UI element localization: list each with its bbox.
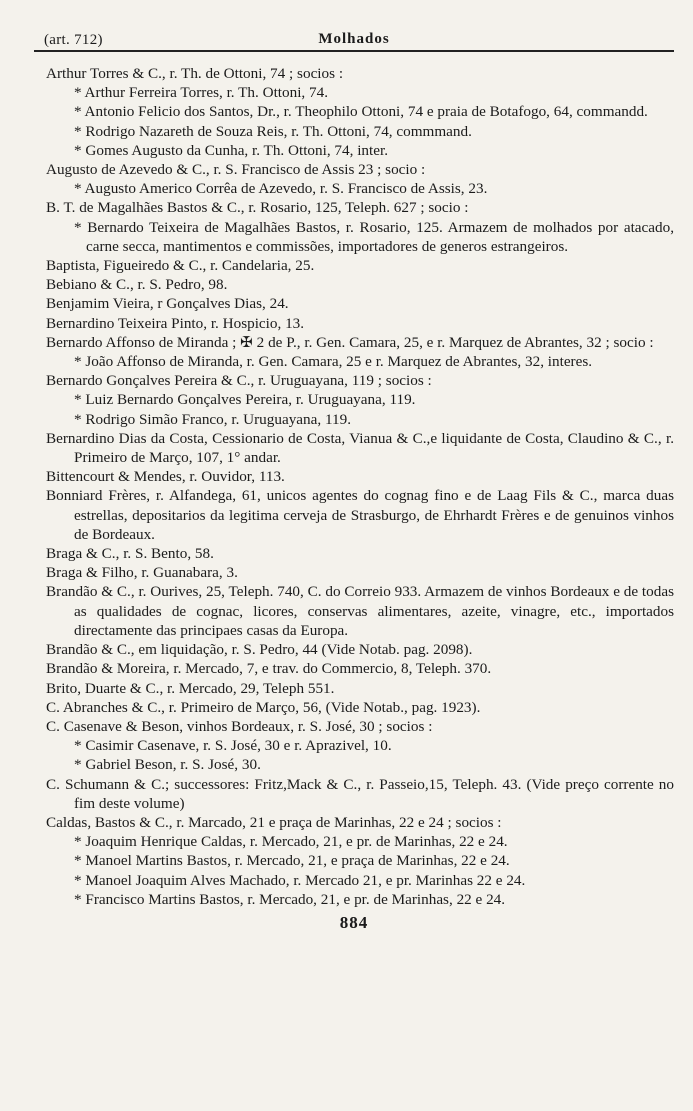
partner-line: * Antonio Felicio dos Santos, Dr., r. Theophilo Ottoni, 74 e praia de Botafogo, 64, commandd.: [74, 103, 648, 121]
article-reference: (art. 712): [44, 32, 103, 48]
firm-entry: C. Casenave & Beson, vinhos Bordeaux, r. S. José, 30 ; socios :: [46, 717, 433, 735]
firm-entry: Bebiano & C., r. S. Pedro, 98.: [46, 276, 228, 294]
firm-entry: Brandão & C., em liquidação, r. S. Pedro, 44 (Vide Notab. pag. 2098).: [46, 641, 473, 659]
partner-line: * Bernardo Teixeira de Magalhães Bastos, r. Rosario, 125. Armazem de molhados por atacado, carne secca, mantimentos e commissões, importadores de generos estrangeiros.: [74, 218, 674, 255]
partner-line: * Luiz Bernardo Gonçalves Pereira, r. Uruguayana, 119.: [74, 391, 416, 409]
partner-line: * Gabriel Beson, r. S. José, 30.: [74, 756, 261, 774]
section-title: Molhados: [318, 31, 390, 47]
partner-line: * Rodrigo Simão Franco, r. Uruguayana, 119.: [74, 410, 351, 428]
firm-entry: Bernardino Dias da Costa, Cessionario de Costa, Vianua & C.,e liquidante de Costa, Claudino & C., r. Primeiro de Março, 107, 1° andar.: [46, 429, 674, 467]
partner-line: * Augusto Americo Corrêa de Azevedo, r. S. Francisco de Assis, 23.: [74, 180, 488, 198]
partner-line: * Joaquim Henrique Caldas, r. Mercado, 21, e pr. de Marinhas, 22 e 24.: [74, 833, 508, 851]
partner-line: * João Affonso de Miranda, r. Gen. Camara, 25 e r. Marquez de Abrantes, 32, interes.: [74, 353, 593, 371]
page-header: [34, 30, 674, 52]
page-number: 884: [339, 912, 369, 932]
firm-entry: Caldas, Bastos & C., r. Marcado, 21 e praça de Marinhas, 22 e 24 ; socios :: [46, 813, 502, 831]
firm-entry: Bernardo Gonçalves Pereira & C., r. Uruguayana, 119 ; socios :: [46, 372, 432, 390]
partner-line: * Casimir Casenave, r. S. José, 30 e r. Aprazivel, 10.: [74, 737, 392, 755]
firm-entry: Baptista, Figueiredo & C., r. Candelaria, 25.: [46, 257, 315, 275]
partner-line: * Manoel Joaquim Alves Machado, r. Mercado 21, e pr. Marinhas 22 e 24.: [74, 871, 526, 889]
firm-entry: Braga & C., r. S. Bento, 58.: [46, 545, 214, 563]
firm-entry: Brito, Duarte & C., r. Mercado, 29, Teleph 551.: [46, 679, 335, 697]
partner-line: * Rodrigo Nazareth de Souza Reis, r. Th. Ottoni, 74, commmand.: [74, 122, 472, 140]
firm-entry: Benjamim Vieira, r Gonçalves Dias, 24.: [46, 295, 289, 313]
firm-entry: Brandão & Moreira, r. Mercado, 7, e trav. do Commercio, 8, Teleph. 370.: [46, 660, 492, 678]
partner-line: * Manoel Martins Bastos, r. Mercado, 21, e praça de Marinhas, 22 e 24.: [74, 852, 510, 870]
firm-entry: Bernardo Affonso de Miranda ; ✠ 2 de P., r. Gen. Camara, 25, e r. Marquez de Abrantes, 32 ; socio :: [46, 333, 654, 351]
document-page: [34, 30, 674, 933]
firm-entry: Bonniard Frères, r. Alfandega, 61, unicos agentes do cognag fino e de Laag Fils & C., marca duas estrellas, depositarios da legitima cerveja de Strasburgo, de Ehrhardt Frères e de genuinos vinhos de Bordeaux.: [46, 487, 674, 543]
partner-line: * Arthur Ferreira Torres, r. Th. Ottoni, 74.: [74, 84, 328, 102]
directory-entries: [46, 64, 674, 909]
firm-entry: Augusto de Azevedo & C., r. S. Francisco de Assis 23 ; socio :: [46, 161, 426, 179]
partner-line: * Gomes Augusto da Cunha, r. Th. Ottoni, 74, inter.: [74, 141, 389, 159]
firm-entry: Braga & Filho, r. Guanabara, 3.: [46, 564, 238, 582]
firm-entry: B. T. de Magalhães Bastos & C., r. Rosario, 125, Teleph. 627 ; socio :: [46, 199, 469, 217]
firm-entry: Bittencourt & Mendes, r. Ouvidor, 113.: [46, 468, 285, 486]
partner-line: * Francisco Martins Bastos, r. Mercado, 21, e pr. de Marinhas, 22 e 24.: [74, 890, 506, 908]
firm-entry: Arthur Torres & C., r. Th. de Ottoni, 74 ; socios :: [46, 65, 344, 82]
firm-entry: C. Schumann & C.; successores: Fritz,Mack & C., r. Passeio,15, Teleph. 43. (Vide preço corrente no fim deste volume): [46, 775, 674, 812]
firm-entry: Bernardino Teixeira Pinto, r. Hospicio, 13.: [46, 314, 305, 332]
firm-entry: C. Abranches & C., r. Primeiro de Março, 56, (Vide Notab., pag. 1923).: [46, 698, 481, 716]
firm-entry: Brandão & C., r. Ourives, 25, Teleph. 740, C. do Correio 933. Armazem de vinhos Bordeaux e de todas as qualidades de cognac, licores, conservas alimentares, azeite, vinagre, etc., importados directamente das principaes casas da Europa.: [46, 583, 674, 639]
